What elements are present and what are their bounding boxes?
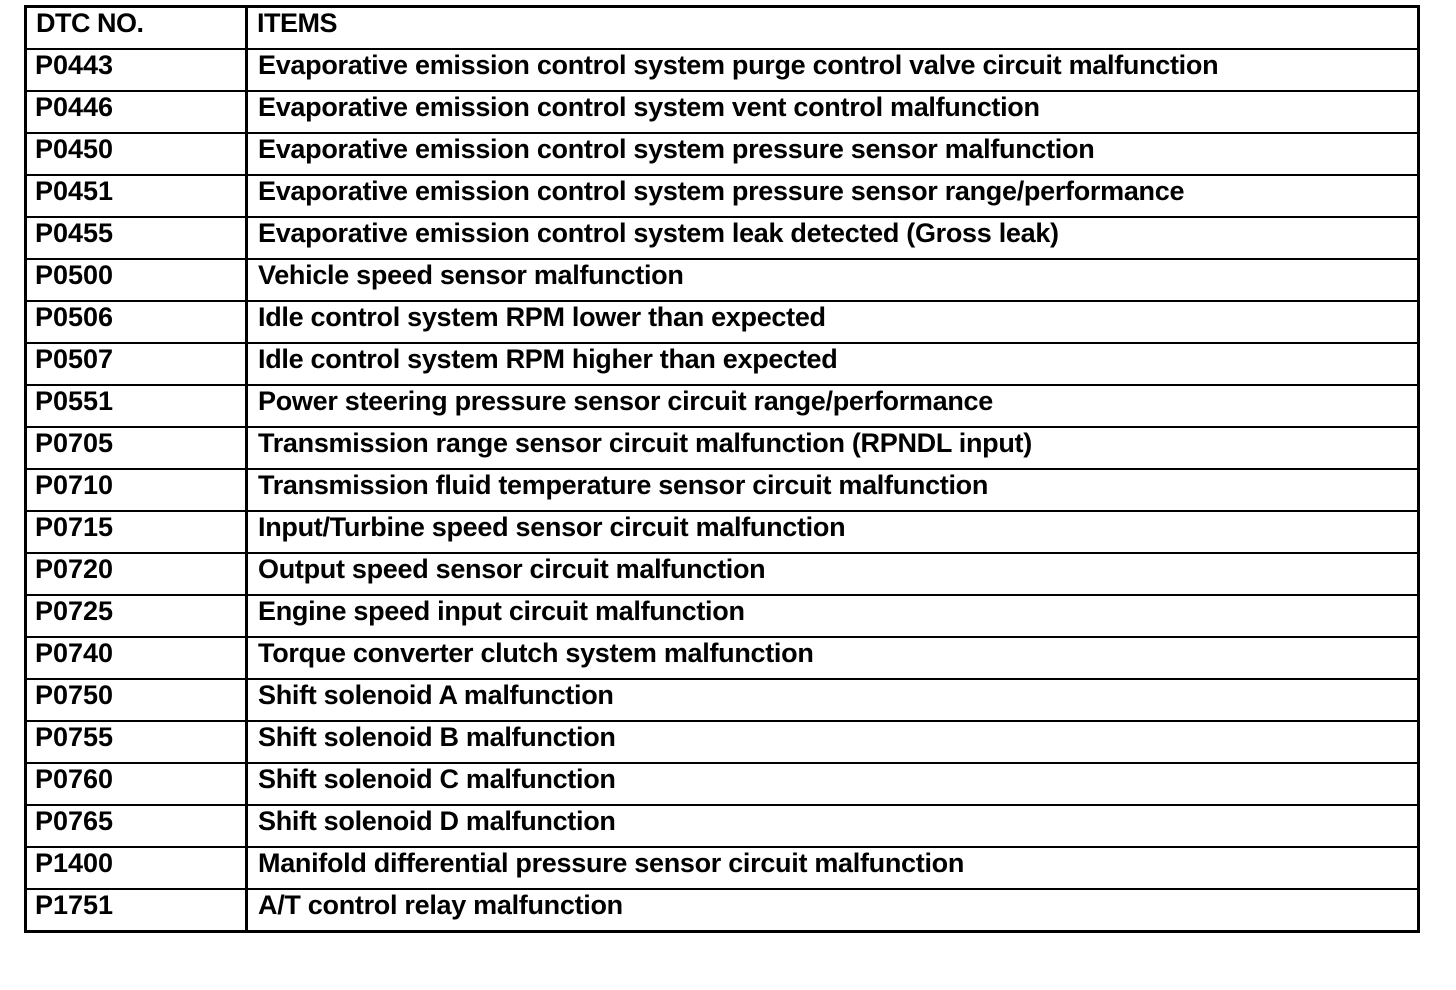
dtc-code-cell: P0455 xyxy=(26,217,247,259)
table-row xyxy=(26,217,1419,259)
dtc-code-cell: P0446 xyxy=(26,91,247,133)
header-row xyxy=(26,7,1419,50)
dtc-code-cell: P0705 xyxy=(26,427,247,469)
dtc-code-cell: P0755 xyxy=(26,721,247,763)
dtc-item-cell: Output speed sensor circuit malfunction xyxy=(247,553,1419,595)
dtc-code-cell: P1751 xyxy=(26,889,247,932)
table-row xyxy=(26,721,1419,763)
dtc-code-cell: P0765 xyxy=(26,805,247,847)
table-row xyxy=(26,595,1419,637)
table-row xyxy=(26,175,1419,217)
table-row xyxy=(26,427,1419,469)
dtc-item-cell: Shift solenoid B malfunction xyxy=(247,721,1419,763)
table-row xyxy=(26,889,1419,932)
dtc-item-cell: Evaporative emission control system vent control malfunction xyxy=(247,91,1419,133)
table-row xyxy=(26,553,1419,595)
dtc-code-cell: P0443 xyxy=(26,49,247,91)
dtc-item-cell: Manifold differential pressure sensor circuit malfunction xyxy=(247,847,1419,889)
dtc-code-cell: P0725 xyxy=(26,595,247,637)
table-body xyxy=(26,49,1419,932)
table-row xyxy=(26,679,1419,721)
dtc-item-cell: Torque converter clutch system malfunction xyxy=(247,637,1419,679)
column-header-items: ITEMS xyxy=(247,7,1419,50)
dtc-code-cell: P0740 xyxy=(26,637,247,679)
dtc-item-cell: Shift solenoid D malfunction xyxy=(247,805,1419,847)
table-row xyxy=(26,805,1419,847)
dtc-item-cell: Evaporative emission control system pressure sensor malfunction xyxy=(247,133,1419,175)
dtc-code-cell: P0710 xyxy=(26,469,247,511)
dtc-item-cell: Idle control system RPM higher than expected xyxy=(247,343,1419,385)
table-row xyxy=(26,133,1419,175)
dtc-item-cell: Engine speed input circuit malfunction xyxy=(247,595,1419,637)
dtc-code-cell: P0750 xyxy=(26,679,247,721)
dtc-code-cell: P0451 xyxy=(26,175,247,217)
table-row xyxy=(26,763,1419,805)
table-header xyxy=(26,7,1419,50)
dtc-code-cell: P1400 xyxy=(26,847,247,889)
dtc-item-cell: Transmission range sensor circuit malfunction (RPNDL input) xyxy=(247,427,1419,469)
dtc-item-cell: Shift solenoid C malfunction xyxy=(247,763,1419,805)
dtc-item-cell: Evaporative emission control system leak detected (Gross leak) xyxy=(247,217,1419,259)
dtc-table xyxy=(24,5,1420,933)
table-row xyxy=(26,385,1419,427)
table-row xyxy=(26,343,1419,385)
dtc-code-cell: P0506 xyxy=(26,301,247,343)
dtc-code-cell: P0551 xyxy=(26,385,247,427)
dtc-item-cell: Transmission fluid temperature sensor circuit malfunction xyxy=(247,469,1419,511)
table-row xyxy=(26,511,1419,553)
table-row xyxy=(26,637,1419,679)
table-row xyxy=(26,847,1419,889)
table-row xyxy=(26,259,1419,301)
dtc-item-cell: Shift solenoid A malfunction xyxy=(247,679,1419,721)
dtc-item-cell: Input/Turbine speed sensor circuit malfunction xyxy=(247,511,1419,553)
dtc-item-cell: Evaporative emission control system purge control valve circuit malfunction xyxy=(247,49,1419,91)
dtc-item-cell: Evaporative emission control system pressure sensor range/performance xyxy=(247,175,1419,217)
dtc-code-cell: P0720 xyxy=(26,553,247,595)
table-row xyxy=(26,91,1419,133)
table-row xyxy=(26,301,1419,343)
dtc-code-cell: P0507 xyxy=(26,343,247,385)
dtc-code-cell: P0715 xyxy=(26,511,247,553)
dtc-item-cell: Vehicle speed sensor malfunction xyxy=(247,259,1419,301)
column-header-dtc-no: DTC NO. xyxy=(26,7,247,50)
dtc-code-cell: P0500 xyxy=(26,259,247,301)
dtc-code-cell: P0760 xyxy=(26,763,247,805)
table-row xyxy=(26,469,1419,511)
dtc-code-cell: P0450 xyxy=(26,133,247,175)
dtc-item-cell: Power steering pressure sensor circuit range/performance xyxy=(247,385,1419,427)
dtc-item-cell: A/T control relay malfunction xyxy=(247,889,1419,932)
dtc-item-cell: Idle control system RPM lower than expected xyxy=(247,301,1419,343)
table-row xyxy=(26,49,1419,91)
